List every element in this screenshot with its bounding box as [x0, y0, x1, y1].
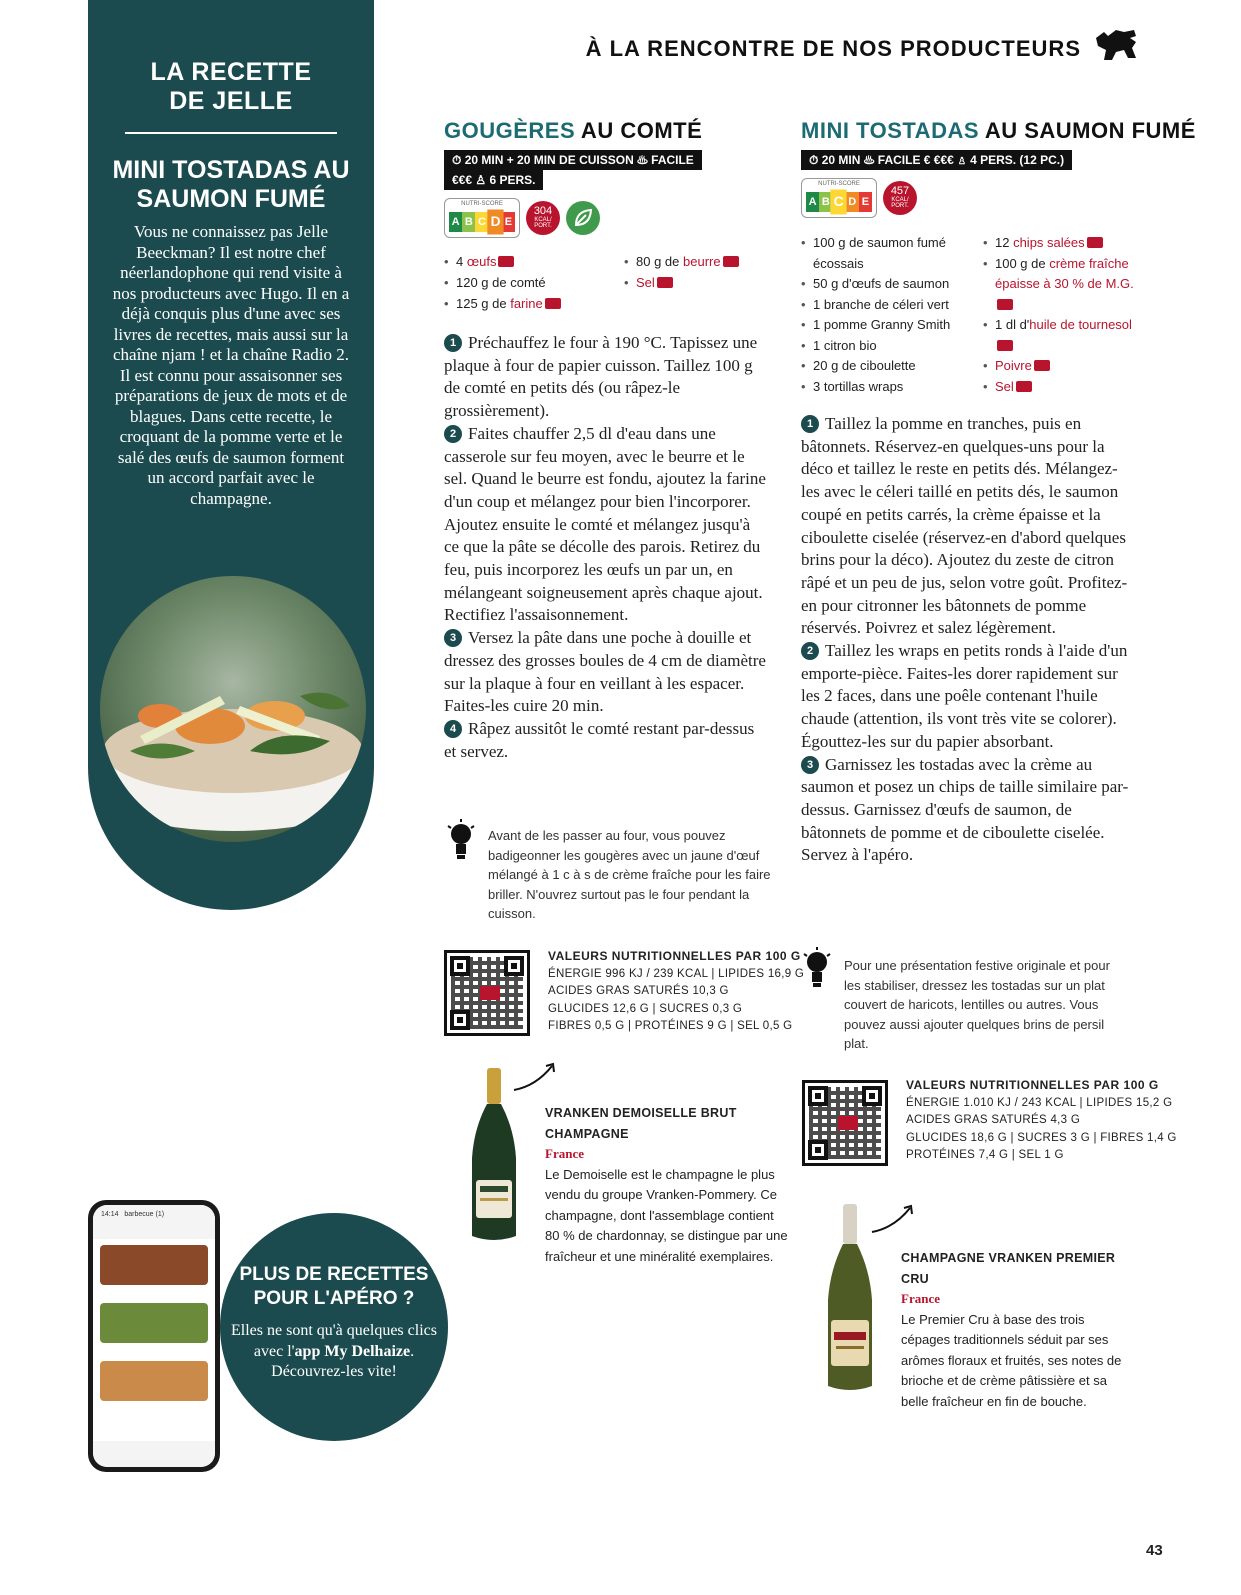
step-number-badge: 1 — [801, 415, 819, 433]
nutrition-values: VALEURS NUTRITIONNELLES PAR 100 G ÉNERGIE 996 KJ / 239 KCAL | LIPIDES 16,9 G ACIDES GRAS SATURÉS 10,3 G GLUCIDES 12,6 G | SUCRES 0,3 G FIBRES 0,5 G | PROTÉINES 9 G | SEL 0,5 G — [548, 949, 805, 1032]
recipe-step: 2 Taillez les wraps en petits ronds à l'aide d'un emporte-pièce. Faites-les dorer rapidement sur les 2 faces, dans une poêle contenant l'huile chaude (attention, ils vont très vite se colorer). Égouttez-les sur du papier absorbant. — [801, 641, 1128, 751]
ingredient-item: • 1 branche de céleri vert — [801, 295, 983, 316]
arrow-icon — [512, 1060, 562, 1094]
qr-code-gougeres[interactable] — [444, 950, 530, 1036]
kcal-badge: 457 KCAL/ PORT. — [883, 181, 917, 215]
kcal-badge: 304 KCAL/ PORT. — [526, 201, 560, 235]
ingredient-item: • 120 g de comté — [444, 272, 624, 293]
cooking-tip: Pour une présentation festive originale et pour les stabiliser, dressez les tostadas sur un plat couvert de haricots, lentilles ou autres. Vous pouvez aussi ajouter quelques brins de persil plat. — [844, 958, 1110, 1051]
arrow-icon — [870, 1202, 920, 1236]
delhaize-lion-logo — [1094, 28, 1138, 62]
vegetarian-leaf-icon — [566, 201, 600, 235]
recipe-step: 3 Versez la pâte dans une poche à douille et dressez des grosses boules de 4 cm de diamètre sur la plaque à four en veillant à les espacer. Faites-les cuire 20 min. — [444, 628, 766, 716]
step-number-badge: 2 — [801, 642, 819, 660]
recipe-steps — [444, 332, 769, 763]
ingredient-item: • Poivre — [983, 356, 1138, 377]
recipe-step: 1 Taillez la pomme en tranches, puis en bâtonnets. Réservez-en quelques-uns pour la déco et taillez le reste en petits dés. Mélangez-les avec le céleri taillé en petits dés, le saumon coupé en petits carrés, la crème épaisse et la ciboulette ciselée (réservez-en d'abord quelques brins pour la déco). Ajoutez du zeste de citron râpé et un peu de jus, selon votre goût. Profitez-en pour citronner les bâtonnets de pomme réservés. Poivrez et salez légèrement. — [801, 414, 1128, 638]
delhaize-product-icon — [1087, 237, 1103, 248]
nutrition-badges — [444, 198, 600, 238]
nutri-score-badge: NUTRI-SCORE A B C D E — [444, 198, 520, 238]
qr-code-tostadas[interactable] — [802, 1080, 888, 1166]
ingredient-item: • 100 g de crème fraîche épaisse à 30 % de M.G. — [983, 254, 1138, 316]
recipe-meta: ⏱ 20 MIN + 20 MIN DE CUISSON ♨ FACILE €€€ ♙ 6 PERS. — [444, 150, 784, 190]
ingredient-item: • Sel — [624, 272, 784, 293]
ingredient-item: • 1 dl d'huile de tournesol — [983, 315, 1138, 356]
ingredient-item: • 100 g de saumon fumé écossais — [801, 233, 983, 274]
delhaize-product-icon — [1016, 381, 1032, 392]
delhaize-product-icon — [657, 277, 673, 288]
recipe-step: 1 Préchauffez le four à 190 °C. Tapissez une plaque à four de papier cuisson. Taillez 100 g de comté en petits dés (ou râpez-le grossièrement). — [444, 333, 758, 421]
recipe-step: 2 Faites chauffer 2,5 dl d'eau dans une casserole sur feu moyen, avec le beurre et le sel. Quand le beurre est fondu, ajoutez la farine d'un coup et mélangez pour bien l'incorporer. Ajoutez ensuite le comté et mélangez jusqu'à ce que la pâte se décolle des parois. Retirez du feu, puis incorporez les œufs un par un, en mélangeant soigneusement après chaque ajout. Rectifiez l'assaisonnement. — [444, 423, 766, 625]
ingredient-item: • 3 tortillas wraps — [801, 377, 983, 398]
recipe-meta: ⏱ 20 MIN ♨ FACILE € €€€ ♙ 4 PERS. (12 PC.) — [801, 150, 1141, 170]
ingredient-list — [444, 251, 624, 314]
delhaize-product-icon — [997, 299, 1013, 310]
phone-app-screenshot — [88, 1200, 220, 1472]
nutrition-badges — [801, 178, 917, 218]
ingredient-list — [624, 251, 784, 314]
app-promo-text: Elles ne sont qu'à quelques clics avec l'app My Delhaize. Découvrez-les vite! — [231, 1322, 437, 1380]
step-number-badge: 1 — [444, 334, 462, 352]
ingredient-list — [801, 233, 983, 397]
delhaize-product-icon — [1034, 360, 1050, 371]
nutrition-values: VALEURS NUTRITIONNELLES PAR 100 G ÉNERGIE 1.010 KJ / 243 KCAL | LIPIDES 15,2 G ACIDES GRAS SATURÉS 4,3 G GLUCIDES 18,6 G | SUCRES 3 G | FIBRES 1,4 G PROTÉINES 7,4 G | SEL 1 G — [906, 1078, 1177, 1161]
ingredient-list — [983, 233, 1138, 397]
lightbulb-icon — [446, 818, 476, 862]
ingredients — [801, 233, 1141, 397]
section-header: À LA RENCONTRE DE NOS PRODUCTEURS — [585, 36, 1081, 61]
step-number-badge: 3 — [444, 629, 462, 647]
chef-intro-text: Vous ne connaissez pas Jelle Beeckman? Il est notre chef néerlandophone qui rend visite à nos producteurs avec Hugo. Il en a déjà conquis plus d'une avec ses livres de recettes, mais aussi sur la chaîne njam ! et la chaîne Radio 2. Il est connu pour assaisonner ses préparations de jeux de mots et de blagues. Dans cette recette, le croquant de la pomme verte et le salé des œufs de saumon forment un accord parfait avec le champagne. — [112, 222, 350, 508]
ingredient-item: • 20 g de ciboulette — [801, 356, 983, 377]
ingredient-item: • 1 citron bio — [801, 336, 983, 357]
recipe-gougeres — [444, 118, 784, 763]
step-number-badge: 2 — [444, 425, 462, 443]
recipe-title: MINI TOSTADAS AU SAUMON FUMÉ — [801, 118, 1196, 143]
champagne-bottle-image — [466, 1068, 522, 1242]
wine-pairing: CHAMPAGNE VRANKEN PREMIER CRU France Le Premier Cru à base des trois cépages traditionnels séduit par ses arômes floraux et fruités, ses notes de brioche et de crème pâtissière et sa belle fraîcheur en fin de bouche. — [901, 1251, 1122, 1409]
delhaize-product-icon — [498, 256, 514, 267]
dish-photo — [100, 576, 366, 842]
delhaize-product-icon — [545, 298, 561, 309]
step-number-badge: 3 — [801, 756, 819, 774]
ingredient-item: • 50 g d'œufs de saumon — [801, 274, 983, 295]
ingredient-item: • 12 chips salées — [983, 233, 1138, 254]
phone-nav-bar — [93, 1441, 215, 1467]
nutri-score-badge: NUTRI-SCORE A B C D E — [801, 178, 877, 218]
chef-panel-title: LA RECETTE DE JELLE — [150, 58, 312, 115]
ingredient-item: • 4 œufs — [444, 251, 624, 272]
cooking-tip: Avant de les passer au four, vous pouvez badigeonner les gougères avec un jaune d'œuf mélangé à 1 c à s de crème fraîche pour les faire briller. N'ouvrez surtout pas le four pendant la cuisson. — [488, 828, 771, 921]
recipe-step: 4 Râpez aussitôt le comté restant par-dessus et servez. — [444, 718, 755, 761]
lightbulb-icon — [802, 946, 832, 990]
wine-pairing: VRANKEN DEMOISELLE BRUT CHAMPAGNE France Le Demoiselle est le champagne le plus vendu du groupe Vranken-Pommery. Ce champagne, dont l'assemblage contient 80 % de chardonnay, se distingue par une fraîcheur et une minéralité exemplaires. — [545, 1106, 788, 1264]
ingredient-item: • 1 pomme Granny Smith — [801, 315, 983, 336]
step-number-badge: 4 — [444, 720, 462, 738]
page-number: 43 — [1146, 1542, 1163, 1559]
chef-panel-recipe-name: MINI TOSTADAS AU SAUMON FUMÉ — [112, 156, 350, 213]
recipe-mini-tostadas — [801, 118, 1196, 867]
divider — [125, 132, 337, 134]
delhaize-product-icon — [997, 340, 1013, 351]
ingredient-item: • 80 g de beurre — [624, 251, 784, 272]
app-promo-badge: PLUS DE RECETTES POUR L'APÉRO ? Elles ne sont qu'à quelques clics avec l'app My Delhaize. Découvrez-les vite! — [220, 1213, 448, 1441]
phone-status-bar: 14:14 barbecue (1) — [93, 1205, 215, 1239]
recipe-title: GOUGÈRES AU COMTÉ — [444, 118, 703, 143]
ingredient-item: • Sel — [983, 377, 1138, 398]
ingredient-item: • 125 g de farine — [444, 293, 624, 314]
recipe-steps — [801, 413, 1136, 867]
recipe-step: 3 Garnissez les tostadas avec la crème au saumon et posez un chips de taille similaire par-dessus. Garnissez d'œufs de saumon, de bâtonnets de pomme et de ciboulette ciselée. Servez à l'apéro. — [801, 754, 1129, 865]
ingredients — [444, 251, 784, 314]
delhaize-product-icon — [723, 256, 739, 267]
